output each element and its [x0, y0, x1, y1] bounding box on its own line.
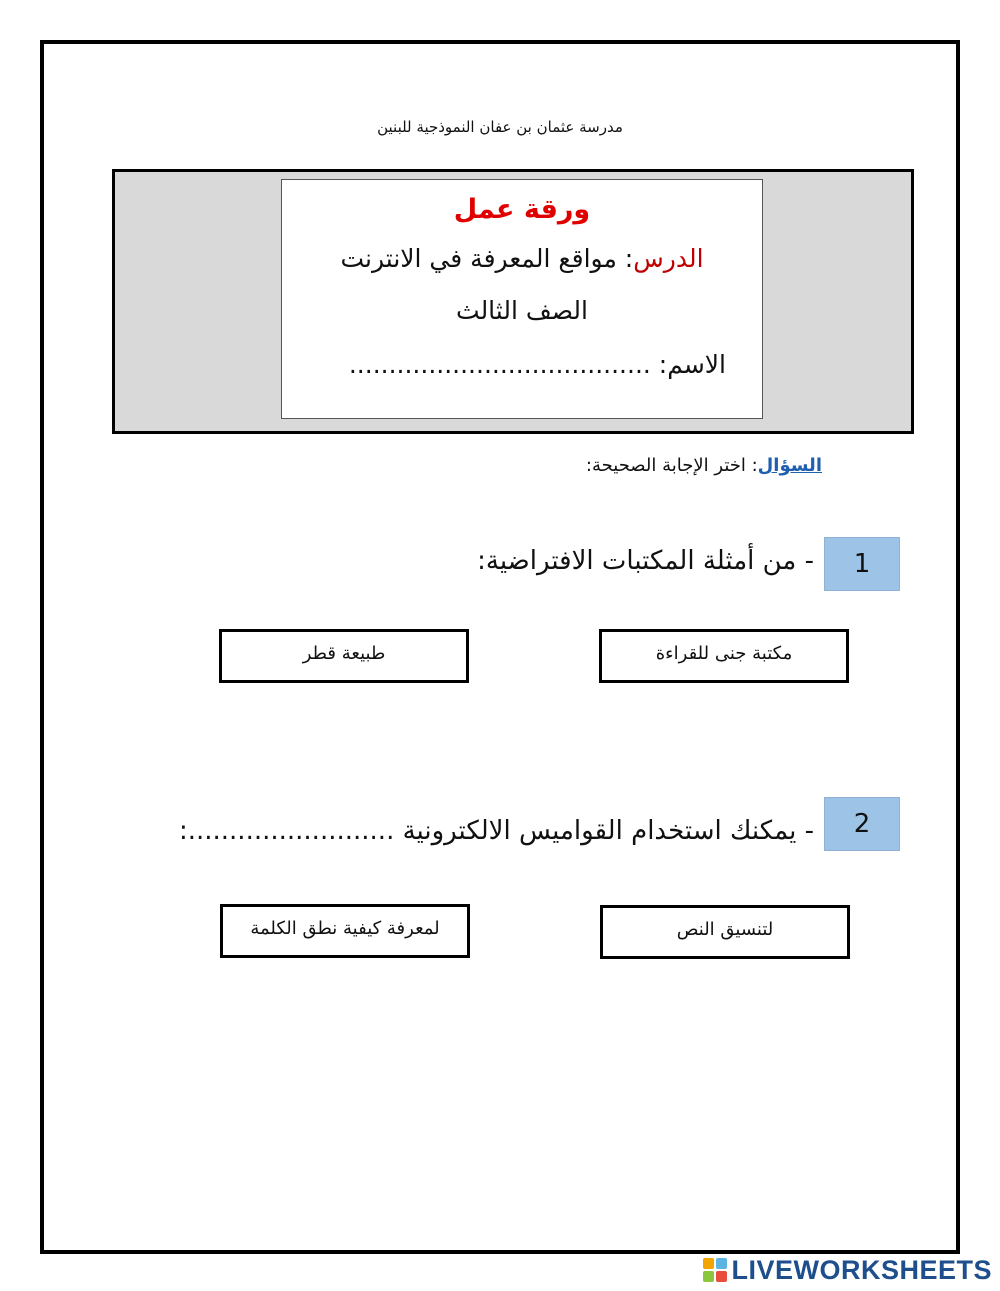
answer-option[interactable]: مكتبة جنى للقراءة: [599, 629, 849, 683]
question-number-badge: 2: [824, 797, 900, 851]
question-text: - يمكنك استخدام القواميس الالكترونية .........................:: [178, 816, 814, 846]
worksheet-header: [112, 169, 914, 434]
lesson-text: : مواقع المعرفة في الانترنت: [340, 244, 634, 273]
logo-text: LIVEWORKSHEETS: [731, 1254, 992, 1285]
liveworksheets-logo: [703, 1255, 992, 1285]
question-number-badge: 1: [824, 537, 900, 591]
grade-line: الصف الثالث: [456, 296, 588, 325]
school-name: مدرسة عثمان بن عفان النموذجية للبنين: [377, 118, 623, 136]
student-name-line: الاسم: ......................................: [348, 350, 726, 379]
question-label: السؤال: [757, 455, 822, 476]
answer-option[interactable]: طبيعة قطر: [219, 629, 469, 683]
lesson-line: [282, 244, 762, 273]
header-card: [281, 179, 763, 419]
lesson-label: الدرس: [633, 244, 704, 273]
question-text: - من أمثلة المكتبات الافتراضية:: [477, 546, 814, 576]
instruction-text: : اختر الإجابة الصحيحة:: [585, 455, 758, 476]
answer-option[interactable]: لمعرفة كيفية نطق الكلمة: [220, 904, 470, 958]
worksheet-title: ورقة عمل: [453, 194, 591, 225]
logo-grid-icon: [703, 1258, 727, 1282]
instruction-line: [586, 455, 822, 476]
answer-option[interactable]: لتنسيق النص: [600, 905, 850, 959]
